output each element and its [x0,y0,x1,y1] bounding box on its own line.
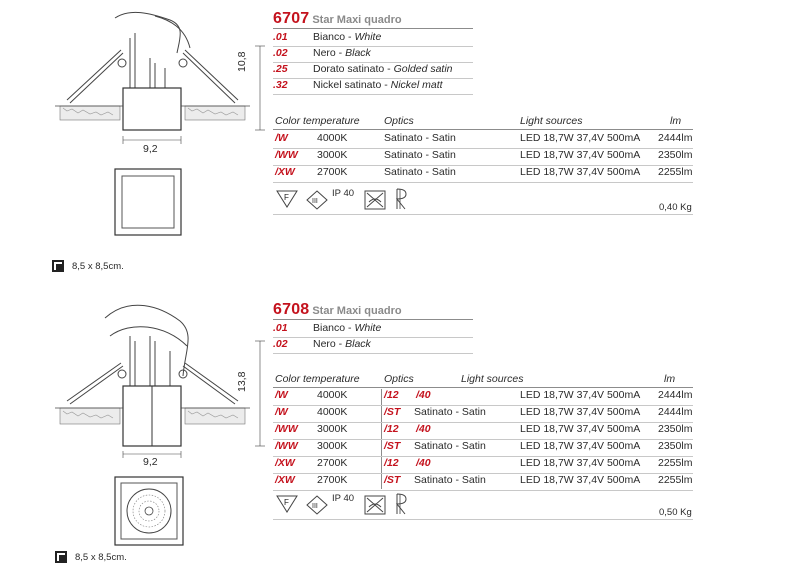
svg-text:III: III [312,503,318,510]
width-dimension: 9,2 [143,456,158,468]
table-row: /XW 2700K /ST Satinato - Satin LED 18,7W 37,4V 500mA 2255lm [275,474,693,486]
ip-rating: IP 40 [332,493,355,504]
finish-row: .02 Nero - Black [273,47,371,59]
product-code: 6708 [273,301,310,318]
header-optics: Optics [384,115,414,127]
table-row: /XW 2700K Satinato - Satin LED 18,7W 37,4V 500mA 2255lm [275,166,693,178]
finish-row: .25 Dorato satinato - Golded satin [273,63,453,75]
finish-row: .32 Nickel satinato - Nickel matt [273,79,443,91]
cutout-icon [55,551,67,563]
svg-text:III: III [312,198,318,205]
table-row: /WW 3000K /12 /40 LED 18,7W 37,4V 500mA 2350lm [275,423,693,435]
weight: 0,50 Kg [659,507,692,518]
header-lm: lm [664,373,676,385]
cutout-icon [52,260,64,272]
header-light-sources: Light sources [461,373,524,385]
svg-text:F: F [284,193,289,202]
width-dimension: 9,2 [143,143,158,155]
table-row: /WW 3000K /ST Satinato - Satin LED 18,7W 37,4V 500mA 2350lm [275,440,693,452]
header-optics: Optics [384,373,414,385]
header-color-temperature: Color temperature [275,373,360,385]
side-drawing-6708 [55,296,305,456]
spec-table [273,132,693,183]
front-view-6708 [114,476,186,548]
height-dimension: 10,8 [236,51,248,72]
finish-list [273,31,453,95]
product-name: Star Maxi quadro [312,14,402,26]
product-title [273,10,402,28]
product-name: Star Maxi quadro [312,305,402,317]
finish-row: .02 Nero - Black [273,338,371,350]
table-row: /W 4000K Satinato - Satin LED 18,7W 37,4V 500mA 2444lm [275,132,693,144]
header-light-sources: Light sources [520,115,583,127]
table-row: /W 4000K /ST Satinato - Satin LED 18,7W 37,4V 500mA 2444lm [275,406,693,418]
header-lm: lm [670,115,682,127]
finish-row: .01 Bianco - White [273,31,382,43]
height-dimension: 13,8 [236,371,248,392]
ip-rating: IP 40 [332,188,355,199]
cutout-size: 8,5 x 8,5cm. [75,552,127,563]
table-row: /WW 3000K Satinato - Satin LED 18,7W 37,4V 500mA 2350lm [275,149,693,161]
weight: 0,40 Kg [659,202,692,213]
front-view-6707 [114,168,184,238]
side-drawing-6707 [55,8,305,158]
table-row: /XW 2700K /12 /40 LED 18,7W 37,4V 500mA 2255lm [275,457,693,469]
svg-text:F: F [284,498,289,507]
product-title [273,301,402,319]
cutout-size: 8,5 x 8,5cm. [72,261,124,272]
finish-row: .01 Bianco - White [273,322,382,334]
product-code: 6707 [273,10,310,27]
finish-list [273,322,381,354]
header-color-temperature: Color temperature [275,115,360,127]
table-row: /W 4000K /12 /40 LED 18,7W 37,4V 500mA 2444lm [275,389,693,401]
